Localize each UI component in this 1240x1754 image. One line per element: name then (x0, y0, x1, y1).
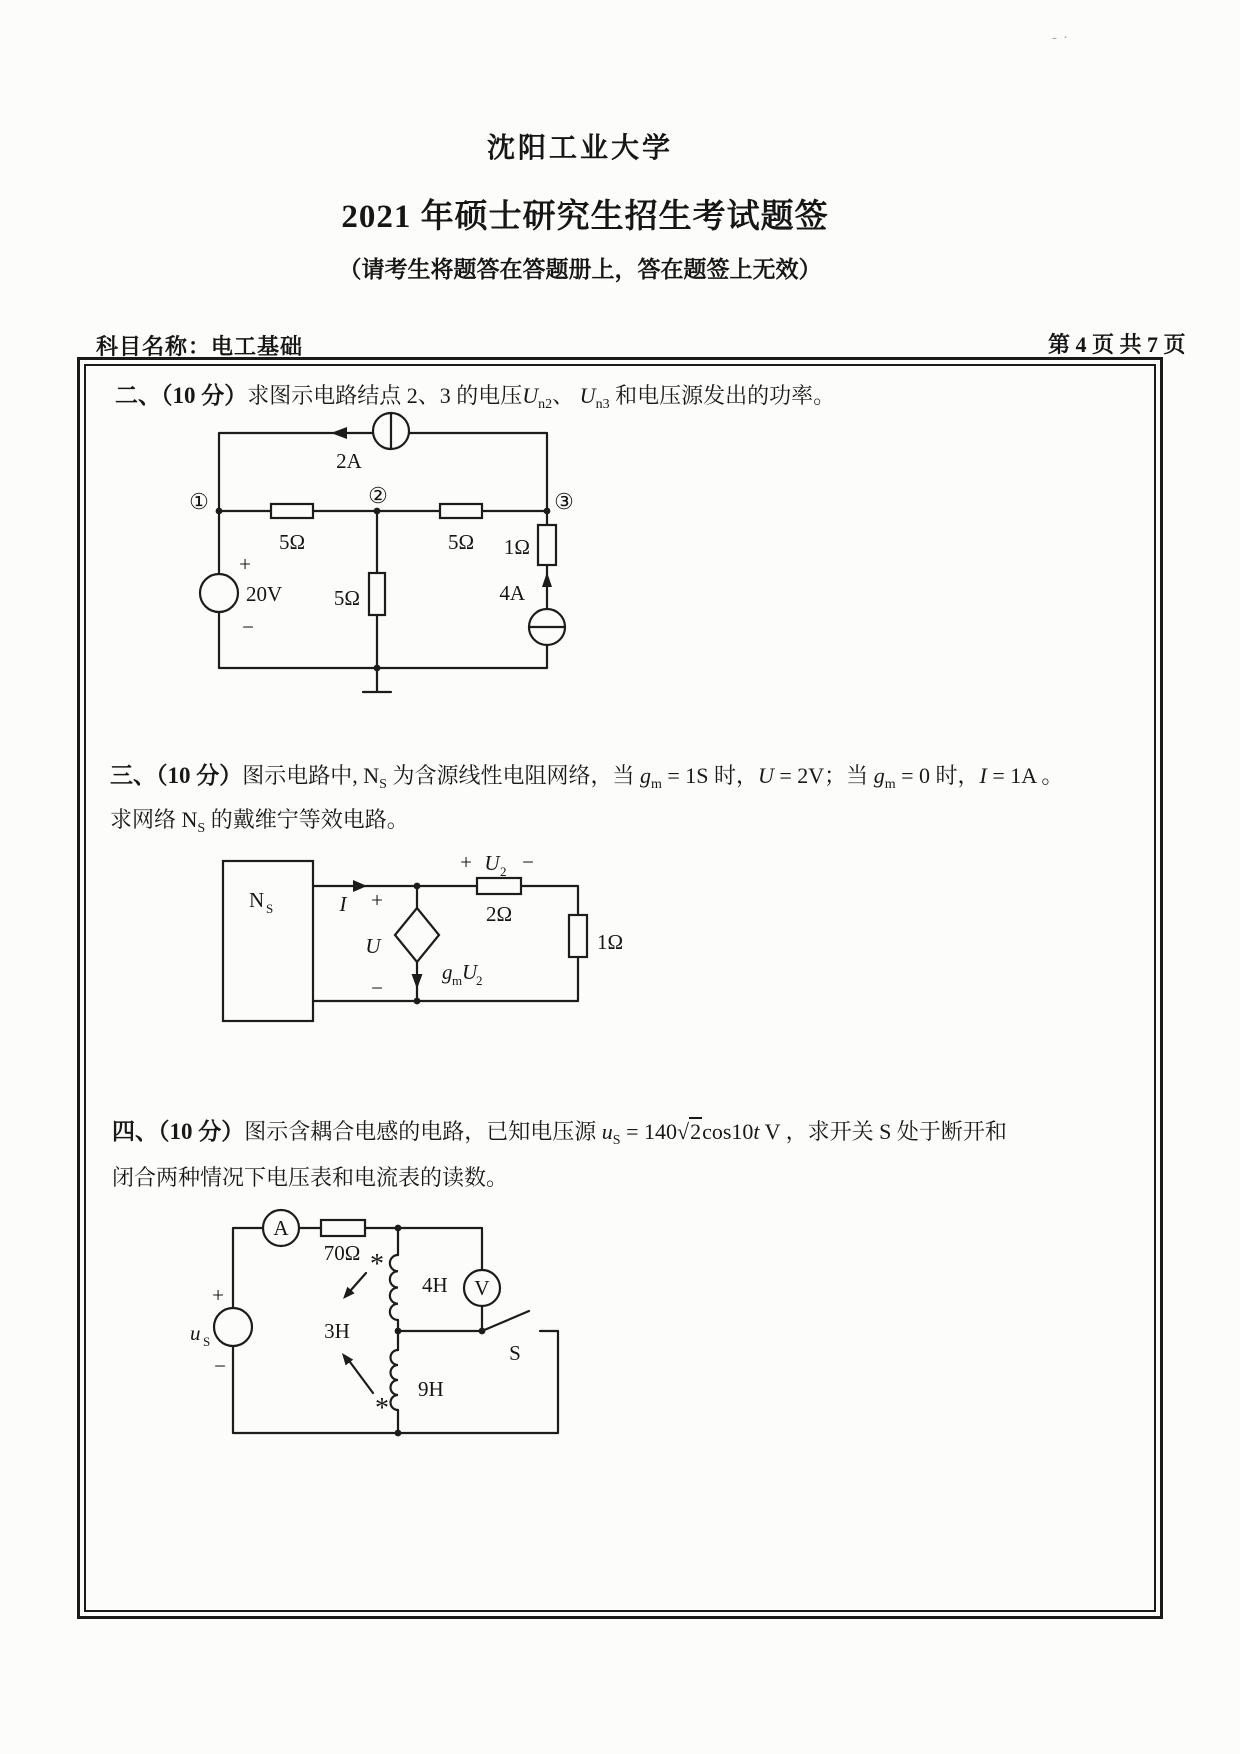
node-label-2: ② (368, 483, 388, 508)
resistor-5ohm-middle (369, 573, 385, 615)
ammeter (263, 1210, 299, 1246)
dependent-source-arrow (412, 974, 423, 989)
problem-2-text-2: 和电压源发出的功率。 (609, 383, 836, 408)
node-dot-3 (544, 508, 551, 515)
resistor-5ohm-right (440, 504, 482, 518)
circuit-2-diagram (215, 853, 640, 1038)
current-source-2a (373, 413, 409, 449)
problem-3-line2-a: 求网络 N (110, 807, 198, 832)
current-arrow-2a (331, 427, 347, 439)
node-label-1: ① (189, 489, 209, 514)
problem-3-line2-sub: S (197, 821, 206, 836)
label-3h: 3H (324, 1319, 350, 1343)
problem-3-text-4: = 2V；当 (773, 763, 874, 788)
voltage-source-20v (200, 574, 238, 612)
subject-name: 科目名称：电工基础 (96, 334, 304, 359)
sqrt-radicand: 2 (690, 1119, 702, 1144)
school-name: 沈阳工业大学 (486, 133, 673, 164)
var-i: I (979, 763, 987, 788)
node-dot-ground (374, 665, 381, 672)
label-gm-u2-sub: 2 (476, 973, 483, 988)
node-dot-2 (374, 508, 381, 515)
problem-4-statement-line2 (112, 1161, 508, 1192)
label-4a: 4A (499, 581, 525, 605)
label-ns: N (249, 888, 265, 912)
label-minus-us: − (214, 1354, 226, 1378)
coupling-arrow-2-shaft (350, 1362, 373, 1393)
var-gm2: g (873, 763, 885, 788)
var-t: t (753, 1119, 760, 1144)
problem-4-text-2: = 140 (620, 1119, 677, 1144)
label-1ohm-c2: 1Ω (597, 930, 624, 954)
label-ns-sub: S (266, 901, 274, 916)
label-plus-u2: + (460, 853, 472, 874)
label-minus-u: − (371, 976, 383, 1000)
problem-3-line2-b: 的戴维宁等效电路。 (205, 807, 409, 832)
var-un2: U (522, 383, 539, 408)
problem-3-number: 三、（10 分） (110, 763, 243, 788)
problem-3-text-3: = 1S 时， (661, 763, 758, 788)
node-dot-bottom (395, 1430, 402, 1437)
label-minus-20v: − (242, 615, 254, 639)
current-arrow-i (353, 880, 367, 892)
label-switch-s: S (509, 1341, 521, 1365)
node-label-3: ③ (554, 489, 574, 514)
label-5ohm-left: 5Ω (278, 530, 306, 554)
label-70ohm: 70Ω (323, 1241, 361, 1265)
problem-3-text-2: 为含源线性电阻网络，当 (386, 763, 640, 788)
var-gm2-sub: m (884, 777, 896, 792)
dot-marker-4h: * (370, 1249, 384, 1280)
node-dot-middle (395, 1328, 402, 1335)
label-1ohm: 1Ω (503, 535, 530, 559)
node-dot-bottom (414, 998, 421, 1005)
problem-3-statement-line1 (110, 757, 1063, 793)
problem-3-text-6: = 1A 。 (986, 763, 1064, 788)
var-un3-sub: n3 (595, 397, 610, 412)
exam-note: （请考生将题答在答题册上，答在题签上无效） (338, 257, 822, 282)
dot-marker-9h: * (375, 1393, 389, 1424)
voltmeter (464, 1270, 500, 1306)
voltage-source-us (214, 1308, 252, 1346)
coupling-arrow-1-shaft (351, 1273, 366, 1290)
label-us-sub: S (203, 1334, 211, 1349)
label-minus-u2: − (522, 853, 534, 874)
label-u2-sub: 2 (500, 864, 507, 879)
label-4h: 4H (422, 1273, 448, 1297)
circuit-1-diagram (168, 403, 628, 723)
var-gm1: g (639, 763, 651, 788)
inductor-9h-coil (391, 1350, 399, 1410)
var-gm1-sub: m (650, 777, 662, 792)
label-gm: g (442, 960, 453, 984)
var-un2-sub: n2 (538, 397, 553, 412)
problem-2-text-1: 求图示电路结点 2、3 的电压 (247, 383, 523, 408)
exam-title: 2021 年硕士研究生招生考试题签 (341, 199, 829, 235)
resistor-1ohm (538, 525, 556, 565)
problem-4-text-1: 图示含耦合电感的电路，已知电压源 (244, 1119, 602, 1144)
resistor-5ohm-left (271, 504, 313, 518)
ns-network-box (223, 861, 313, 1021)
node-dot-top (395, 1225, 402, 1232)
resistor-70ohm (321, 1220, 365, 1236)
scan-artifact: -· (1052, 30, 1074, 46)
problem-3-statement-line2 (110, 803, 409, 837)
label-5ohm-right: 5Ω (447, 530, 475, 554)
circuit-3-diagram (185, 1200, 595, 1460)
voltmeter-label: V (474, 1276, 490, 1300)
resistor-1ohm-c2 (569, 915, 587, 957)
problem-2-number: 二、（10 分） (115, 383, 248, 408)
var-un3: U (579, 383, 596, 408)
problem-4-text-4: V ，求开关 S 处于断开和 (759, 1119, 1007, 1144)
label-20v: 20V (246, 582, 283, 606)
inductor-4h-coil (390, 1255, 398, 1320)
label-plus-20v: + (239, 552, 251, 576)
label-plus-u: + (371, 888, 383, 912)
problem-2-separator: 、 (552, 383, 580, 408)
label-us: u (190, 1321, 201, 1345)
circuit-1-wires (219, 433, 547, 692)
dependent-current-source (395, 908, 439, 962)
node-dot-switch (479, 1328, 486, 1335)
sqrt-sign: √ (676, 1119, 690, 1144)
label-gm-sub: m (452, 973, 463, 988)
resistor-2ohm (477, 878, 521, 894)
page-number: 第 4 页 共 7 页 (1048, 332, 1186, 357)
ammeter-label: A (273, 1216, 289, 1240)
problem-3-text-1: 图示电路中, N (242, 763, 380, 788)
var-u: U (758, 763, 774, 788)
problem-4-line2: 闭合两种情况下电压表和电流表的读数。 (112, 1165, 509, 1190)
problem-4-number: 四、（10 分） (112, 1119, 245, 1144)
label-5ohm-middle: 5Ω (333, 586, 360, 610)
label-current-i: I (339, 892, 347, 916)
problem-3-ns-sub: S (379, 777, 387, 792)
current-arrow-4a (542, 572, 552, 587)
problem-4-statement-line1 (112, 1113, 1007, 1149)
node-dot-1 (216, 508, 223, 515)
switch-blade (482, 1311, 529, 1331)
label-u: U (365, 934, 381, 958)
var-us: u (601, 1119, 613, 1144)
label-2a: 2A (336, 449, 362, 473)
problem-4-text-3: cos10 (702, 1119, 754, 1144)
var-us-sub: S (612, 1133, 621, 1148)
label-plus-us: + (212, 1283, 224, 1307)
label-u2: U (484, 853, 500, 875)
label-gm-u2: U (462, 960, 478, 984)
node-dot-top (414, 883, 421, 890)
problem-3-text-5: = 0 时， (895, 763, 980, 788)
label-9h: 9H (418, 1377, 444, 1401)
current-source-4a (529, 609, 565, 645)
label-2ohm: 2Ω (485, 902, 513, 926)
